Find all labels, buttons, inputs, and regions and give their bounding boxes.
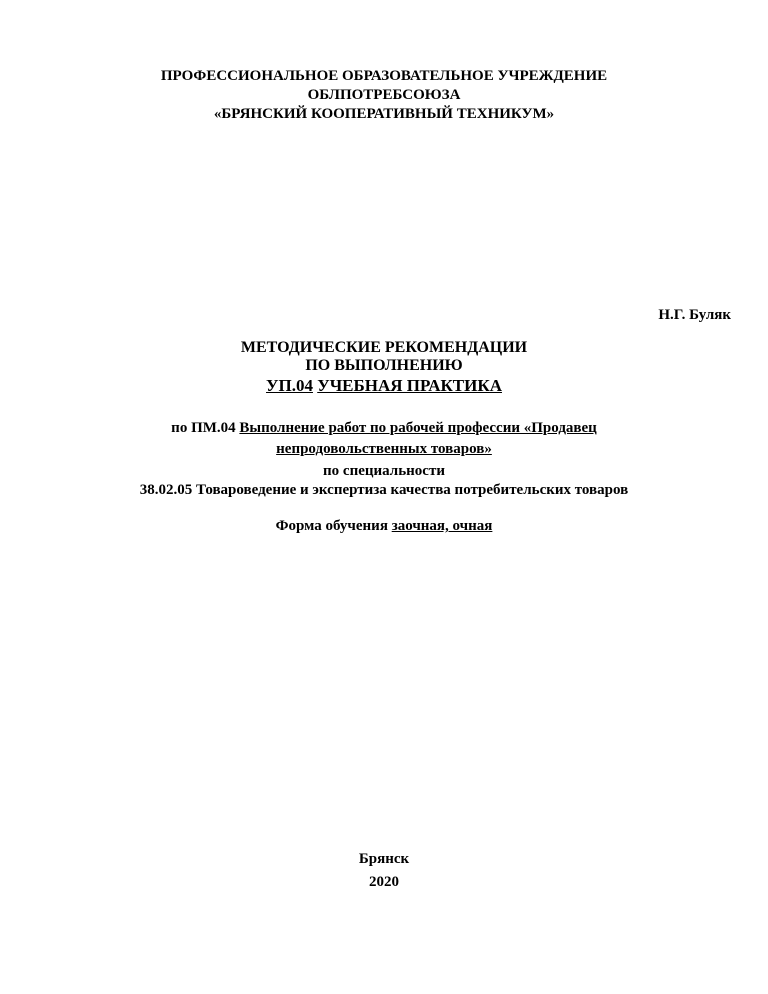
institution-line-2: ОБЛПОТРЕБСОЮЗА bbox=[307, 87, 461, 103]
title-line-2: ПО ВЫПОЛНЕНИЮ bbox=[305, 357, 463, 374]
institution-line-3: «БРЯНСКИЙ КООПЕРАТИВНЫЙ ТЕХНИКУМ» bbox=[213, 106, 555, 122]
specialty-label: по специальности bbox=[323, 463, 445, 479]
institution-line-1: ПРОФЕССИОНАЛЬНОЕ ОБРАЗОВАТЕЛЬНОЕ УЧРЕЖДЕНИЕ bbox=[160, 68, 608, 84]
title-line-3 bbox=[0, 375, 768, 397]
practice-code: УП.04 bbox=[266, 376, 313, 395]
title-line-1: МЕТОДИЧЕСКИЕ РЕКОМЕНДАЦИИ bbox=[240, 339, 528, 356]
module-line-1 bbox=[0, 418, 768, 439]
specialty bbox=[0, 462, 768, 500]
city: Брянск bbox=[358, 851, 410, 867]
study-form bbox=[0, 517, 768, 536]
module-prefix: по ПМ.04 bbox=[171, 420, 236, 436]
year: 2020 bbox=[369, 874, 399, 890]
study-form-value: заочная, очная bbox=[391, 518, 493, 534]
place-and-year bbox=[0, 848, 768, 894]
study-form-line bbox=[0, 517, 768, 536]
study-form-label: Форма обучения bbox=[275, 518, 388, 534]
module-name-part-1: Выполнение работ по рабочей профессии «Продавец bbox=[239, 420, 597, 436]
professional-module bbox=[0, 418, 768, 460]
document-title bbox=[0, 339, 768, 397]
author-name: Н.Г. Буляк bbox=[658, 307, 731, 323]
module-line-2 bbox=[0, 439, 768, 460]
module-name-part-2: непродовольственных товаров» bbox=[276, 441, 492, 457]
practice-name: УЧЕБНАЯ ПРАКТИКА bbox=[317, 376, 502, 395]
specialty-value: 38.02.05 Товароведение и экспертиза качества потребительских товаров bbox=[139, 482, 629, 498]
institution-header bbox=[0, 67, 768, 124]
